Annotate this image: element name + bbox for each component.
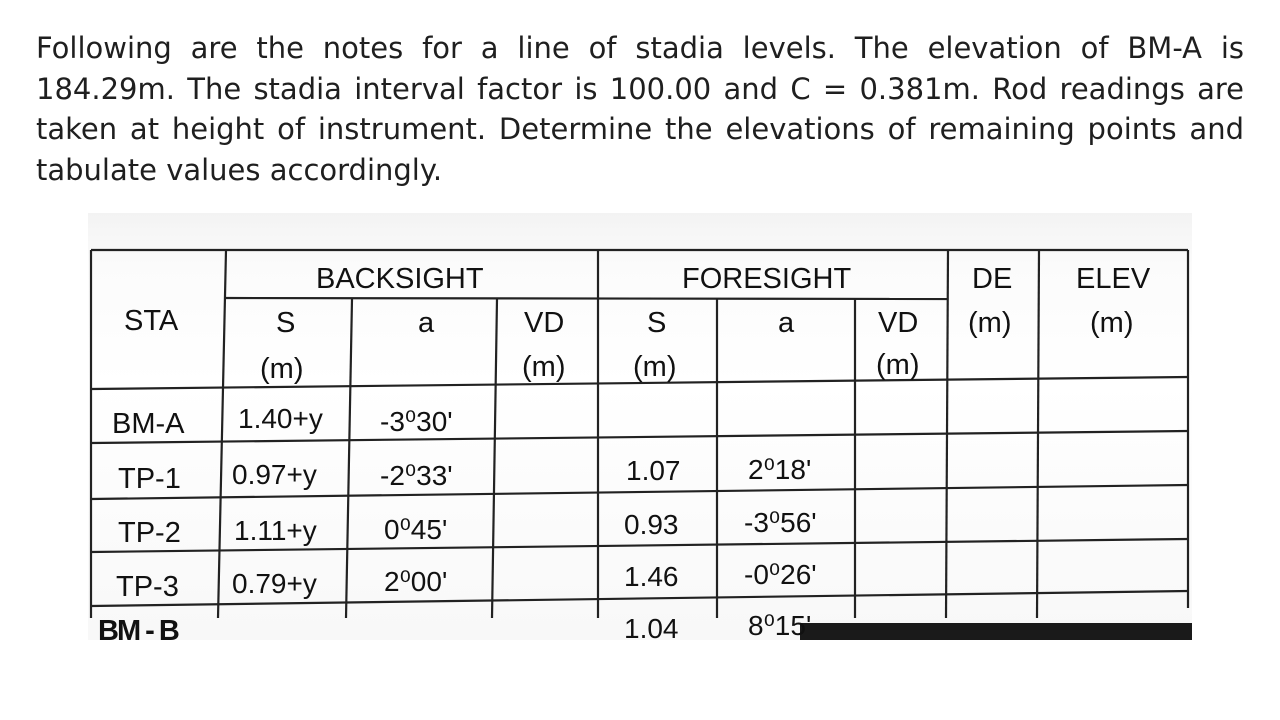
header-bs-vd: VD — [524, 307, 565, 339]
row-fs-s: 1.07 — [626, 455, 681, 486]
row-sta: TP-1 — [118, 463, 181, 495]
row-sta: TP-3 — [116, 571, 179, 603]
header-de-unit: (m) — [968, 307, 1012, 339]
header-elev-unit: (m) — [1090, 307, 1134, 339]
row-sta: BM-A — [112, 408, 185, 440]
header-bs-a: a — [418, 307, 435, 339]
table-photo — [88, 213, 1192, 640]
header-bs-s: S — [276, 307, 296, 339]
header-fs-vd: VD — [878, 307, 919, 339]
row-bs-a: 0⁰45' — [384, 514, 448, 545]
row-fs-s: 0.93 — [624, 509, 679, 540]
header-fs-s: S — [647, 307, 667, 339]
problem-statement: Following are the notes for a line of stadia levels. The elevation of BM-A is 184.29m. The stadia interval factor is 100.00 and C = 0.381m. Rod readings are taken at height of instrument. Determine the elevations of remaining points and tabulate values accordingly. — [36, 31, 1244, 187]
row-bs-s: 0.79+y — [232, 568, 317, 599]
header-backsight: BACKSIGHT — [316, 263, 484, 295]
header-elev: ELEV — [1076, 263, 1151, 295]
row-fs-a: 2⁰18' — [748, 454, 812, 485]
header-de: DE — [972, 263, 1013, 295]
row-bs-a: -2⁰33' — [380, 460, 453, 491]
row-fs-a: 8⁰15' — [748, 610, 812, 640]
header-foresight: FORESIGHT — [682, 263, 852, 295]
row-bs-s: 0.97+y — [232, 459, 317, 490]
row-sta: BM - B — [98, 615, 178, 640]
header-fs-a: a — [778, 307, 795, 339]
header-sta: STA — [124, 305, 179, 337]
row-bs-s: 1.11+y — [234, 515, 317, 546]
row-fs-a: -3⁰56' — [744, 507, 817, 538]
header-bs-s-unit: (m) — [260, 353, 304, 385]
row-sta: TP-2 — [118, 517, 181, 549]
row-bs-a: 2⁰00' — [384, 566, 448, 597]
header-fs-s-unit: (m) — [633, 351, 677, 383]
row-fs-s: 1.46 — [624, 561, 679, 592]
row-bs-a: -3⁰30' — [380, 406, 453, 437]
row-fs-a: -0⁰26' — [744, 559, 817, 590]
photo-edge-shadow — [800, 623, 1192, 640]
row-fs-s: 1.04 — [624, 613, 679, 640]
header-bs-vd-unit: (m) — [522, 351, 566, 383]
header-fs-vd-unit: (m) — [876, 349, 920, 381]
row-bs-s: 1.40+y — [238, 403, 323, 434]
